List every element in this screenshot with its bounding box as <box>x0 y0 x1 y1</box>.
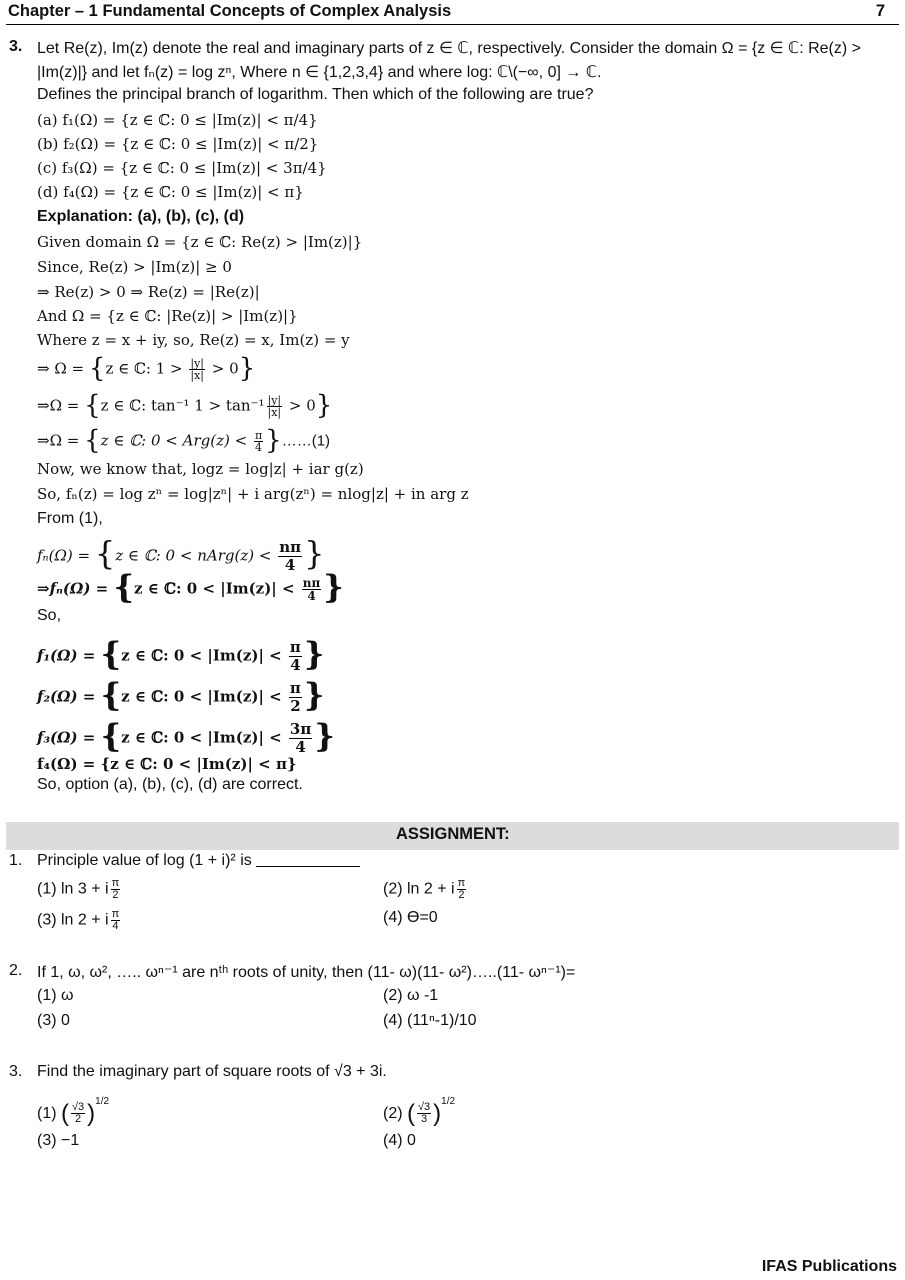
equation-prefix: ⇒fₙ(Ω) = <box>37 579 114 598</box>
assignment-title: ASSIGNMENT: <box>396 825 510 843</box>
option-1: (1) ω <box>37 987 74 1004</box>
option-4: (4) (11ⁿ-1)/10 <box>383 1012 477 1029</box>
denominator: 4 <box>307 589 316 603</box>
result-f4: f₄(Ω) = {z ∈ ℂ: 0 < |Im(z)| < π} <box>37 755 297 773</box>
explanation-line: So, <box>37 607 62 624</box>
denominator: 4 <box>295 738 306 756</box>
question-number: 3. <box>9 1063 23 1080</box>
option-4: (4) ϴ=0 <box>383 909 438 926</box>
option-2: (2) ω -1 <box>383 987 439 1004</box>
explanation-line: So, fₙ(z) = log zⁿ = log|zⁿ| + i arg(zⁿ) = nlog|z| + in arg z <box>37 485 469 503</box>
result-f3 <box>37 716 335 756</box>
conclusion: So, option (a), (b), (c), (d) are correct. <box>37 776 303 793</box>
left-brace: { <box>100 675 122 714</box>
denominator: 4 <box>255 441 263 454</box>
numerator: π <box>111 908 120 920</box>
question-number: 1. <box>9 852 23 869</box>
numerator: |y| <box>267 394 282 407</box>
denominator: 2 <box>112 889 119 901</box>
right-brace: } <box>315 390 333 421</box>
question-text-line: Let Re(z), Im(z) denote the real and imaginary parts of z ∈ ℂ, respectively. Consider the domain Ω = {z ∈ ℂ: Re(z) > <box>37 40 861 57</box>
equation-prefix: ⇒ Ω = <box>37 359 89 378</box>
numerator: nπ <box>279 538 302 556</box>
right-brace: } <box>314 716 335 755</box>
question-text-line: |Im(z)|} and let fₙ(z) = log zⁿ, Where n ∈ {1,2,3,4} and where log: ℂ\(−∞, 0] → ℂ. <box>37 64 602 81</box>
question-number: 3. <box>9 38 23 55</box>
left-paren: ( <box>61 1100 70 1127</box>
numerator: π <box>457 877 466 889</box>
numerator: √3 <box>72 1101 85 1114</box>
equation-body: z ∈ ℂ: 0 < |Im(z)| < <box>134 579 300 598</box>
option-text: (3) ln 2 + i <box>37 911 109 929</box>
explanation-line: Since, Re(z) > |Im(z)| ≥ 0 <box>37 258 232 276</box>
fraction <box>71 1102 85 1125</box>
fraction <box>289 721 312 756</box>
equation-body: z ∈ ℂ: 1 > <box>105 359 188 378</box>
fraction <box>289 680 302 715</box>
question-text: Find the imaginary part of square roots of √3 + 3i. <box>37 1063 387 1080</box>
equation-body: z ∈ ℂ: 0 < |Im(z)| < <box>121 646 287 665</box>
fraction <box>278 539 302 574</box>
option-3: (3) −1 <box>37 1132 80 1149</box>
result-f2 <box>37 675 325 715</box>
numerator: |y| <box>190 357 205 370</box>
denominator: 4 <box>112 920 119 932</box>
numerator: 3π <box>289 720 312 738</box>
fraction <box>189 358 205 381</box>
denominator: 2 <box>458 889 465 901</box>
left-brace: { <box>100 716 122 755</box>
right-brace: } <box>303 675 325 714</box>
right-brace: } <box>323 567 344 606</box>
option-b: (b) f₂(Ω) = {z ∈ ℂ: 0 ≤ |Im(z)| < π/2} <box>37 135 319 153</box>
right-brace: } <box>238 353 256 384</box>
question-body: Principle value of log (1 + i)² is <box>37 852 252 869</box>
left-brace: { <box>84 390 101 421</box>
option-d: (d) f₄(Ω) = {z ∈ ℂ: 0 ≤ |Im(z)| < π} <box>37 183 304 201</box>
question-text-line: Defines the principal branch of logarithm. Then which of the following are true? <box>37 86 594 103</box>
explanation-line <box>37 425 331 456</box>
equation-prefix: f₂(Ω) = <box>37 687 101 706</box>
result-f1 <box>37 634 325 674</box>
left-brace: { <box>94 534 116 573</box>
equation-label: ……(1) <box>281 432 331 450</box>
equation-suffix: > 0 <box>284 396 316 415</box>
option-text: (2) ln 2 + i <box>383 880 455 898</box>
page-number: 7 <box>875 2 885 20</box>
explanation-line: Now, we know that, logz = log|z| + iar g(z) <box>37 460 364 478</box>
option-1 <box>37 1096 109 1125</box>
left-brace: { <box>88 353 106 384</box>
question-number: 2. <box>9 962 23 979</box>
equation-prefix: f₁(Ω) = <box>37 646 101 665</box>
question-text <box>37 852 360 870</box>
right-paren: ) <box>433 1100 442 1127</box>
option-c: (c) f₃(Ω) = {z ∈ ℂ: 0 ≤ |Im(z)| < 3π/4} <box>37 159 327 177</box>
option-1 <box>37 878 122 901</box>
denominator: 3 <box>421 1113 428 1126</box>
numerator: √3 <box>418 1101 431 1114</box>
page-header <box>6 0 899 25</box>
option-2 <box>383 1096 455 1125</box>
equation-prefix: f₃(Ω) = <box>37 728 101 747</box>
option-text: (2) <box>383 1105 403 1122</box>
equation-body: z ∈ ℂ: 0 < |Im(z)| < <box>121 687 287 706</box>
fraction <box>289 639 302 674</box>
explanation-line <box>37 353 256 384</box>
left-brace: { <box>100 634 122 673</box>
fraction <box>302 577 322 602</box>
equation-prefix: ⇒Ω = <box>37 396 85 415</box>
equation-suffix: > 0 <box>207 359 239 378</box>
denominator: 4 <box>290 656 301 674</box>
exponent: 1/2 <box>95 1096 110 1107</box>
denominator: |x| <box>267 406 282 419</box>
question-text: If 1, ω, ω², ….. ωⁿ⁻¹ are nᵗʰ roots of unity, then (11- ω)(11- ω²)…..(11- ωⁿ⁻¹)= <box>37 964 576 981</box>
left-brace: { <box>84 425 101 456</box>
right-brace: } <box>304 534 325 573</box>
explanation-line: Given domain Ω = {z ∈ ℂ: Re(z) > |Im(z)|} <box>37 233 363 251</box>
left-brace: { <box>113 567 135 606</box>
numerator: π <box>289 638 301 656</box>
equation-prefix: fₙ(Ω) = <box>37 546 95 565</box>
option-a: (a) f₁(Ω) = {z ∈ ℂ: 0 ≤ |Im(z)| < π/4} <box>37 111 318 129</box>
equation-body: z ∈ ℂ: 0 < nArg(z) < <box>115 546 277 565</box>
fraction <box>111 878 121 901</box>
fraction <box>254 430 263 453</box>
fraction <box>111 909 121 932</box>
denominator: 4 <box>284 556 296 574</box>
explanation-line: Where z = x + iy, so, Re(z) = x, Im(z) = y <box>37 331 350 349</box>
explanation-line <box>37 567 344 606</box>
publisher-footer: IFAS Publications <box>761 1258 897 1275</box>
option-text: (1) ln 3 + i <box>37 880 109 898</box>
denominator: 2 <box>290 697 301 715</box>
option-3 <box>37 909 122 932</box>
equation-body: z ∈ ℂ: 0 < |Im(z)| < <box>121 728 287 747</box>
left-paren: ( <box>407 1100 416 1127</box>
explanation-heading: Explanation: (a), (b), (c), (d) <box>37 208 245 225</box>
equation-body: z ∈ ℂ: 0 < Arg(z) < <box>100 431 252 450</box>
fraction <box>267 395 283 418</box>
right-paren: ) <box>87 1100 96 1127</box>
equation-body: z ∈ ℂ: tan⁻¹ 1 > tan⁻¹ <box>100 396 265 415</box>
explanation-line: And Ω = {z ∈ ℂ: |Re(z)| > |Im(z)|} <box>37 307 298 325</box>
explanation-line: From (1), <box>37 510 103 527</box>
fraction <box>457 878 467 901</box>
answer-blank <box>256 866 360 867</box>
numerator: nπ <box>302 576 321 590</box>
chapter-title: Chapter – 1 Fundamental Concepts of Complex Analysis <box>8 2 452 20</box>
explanation-line: ⇒ Re(z) > 0 ⇒ Re(z) = |Re(z)| <box>37 283 260 301</box>
exponent: 1/2 <box>441 1096 456 1107</box>
explanation-line <box>37 390 333 421</box>
denominator: |x| <box>190 369 205 382</box>
denominator: 2 <box>75 1113 82 1126</box>
numerator: π <box>111 877 120 889</box>
option-2 <box>383 878 468 901</box>
explanation-line <box>37 534 325 574</box>
numerator: π <box>289 679 301 697</box>
right-brace: } <box>265 425 282 456</box>
numerator: π <box>254 429 263 442</box>
equation-prefix: ⇒Ω = <box>37 431 85 450</box>
option-text: (1) <box>37 1105 57 1122</box>
fraction <box>417 1102 431 1125</box>
option-3: (3) 0 <box>37 1012 70 1029</box>
right-brace: } <box>303 634 325 673</box>
option-4: (4) 0 <box>383 1132 416 1149</box>
